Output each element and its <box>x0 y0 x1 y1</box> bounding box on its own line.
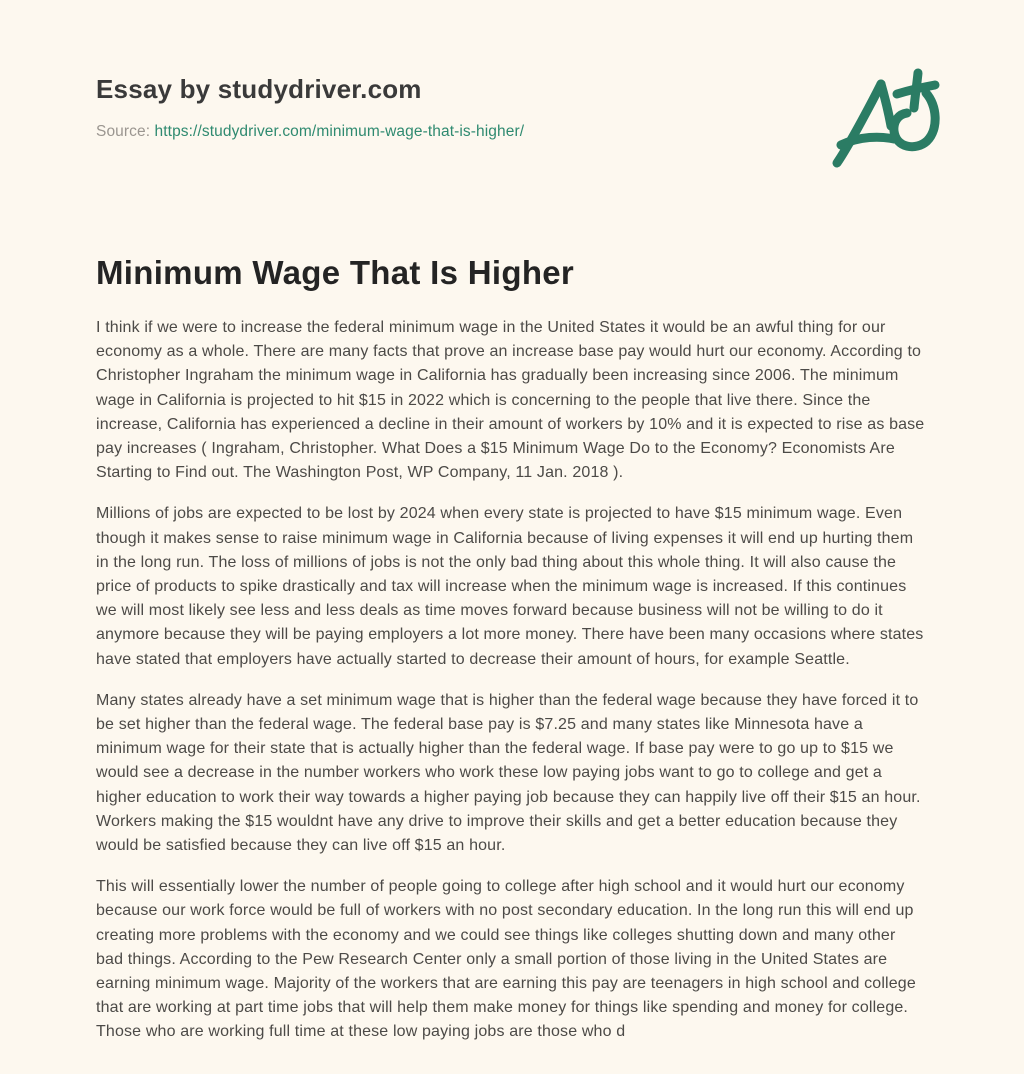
source-link[interactable]: https://studydriver.com/minimum-wage-that-is-higher/ <box>154 123 525 140</box>
essay-paragraph: Millions of jobs are expected to be lost by 2024 when every state is projected to have $15 minimum wage. Even though it makes sense to raise minimum wage in California because of living expenses it will end up hurting them in the long run. The loss of millions of jobs is not the only bad thing about this whole thing. It will also cause the price of products to spike drastically and tax will increase when the minimum wage is increased. If this continues we will most likely see less and less deals as time moves forward because business will not be willing to do it anymore because they will be paying employers a lot more money. There have been many occasions where states have stated that employers have actually started to decrease their amount of hours, for example Seattle. <box>96 505 924 668</box>
essay-body <box>96 316 926 1062</box>
source-line <box>96 123 524 141</box>
a-plus-logo-icon <box>828 66 948 170</box>
source-label: Source: <box>96 123 151 140</box>
a-plus-logo-strokes <box>837 73 935 163</box>
essay-paragraph: Many states already have a set minimum wage that is higher than the federal wage because they have forced it to be set higher than the federal wage. The federal base pay is $7.25 and many states like Minnesota have a minimum wage for their state that is actually higher than the federal wage. If base pay were to go up to $15 we would see a decrease in the number workers who work these low paying jobs want to go to college and get a higher education to work their way towards a higher paying job because they can happily live off their $15 an hour. Workers making the $15 wouldnt have any drive to improve their skills and get a better education because they would be satisfied because they can live off $15 an hour. <box>96 691 921 855</box>
page-title: Minimum Wage That Is Higher <box>96 254 575 291</box>
essay-paragraph: I think if we were to increase the federal minimum wage in the United States it would be an awful thing for our economy as a whole. There are many facts that prove an increase base pay would hurt our economy. According to Christopher Ingraham the minimum wage in California has gradually been increasing since 2006. The minimum wage in California is projected to hit $15 in 2022 which is concerning to the people that live there. Since the increase, California has experienced a decline in their amount of workers by 10% and it is expected to rise as base pay increases ( Ingraham, Christopher. What Does a $15 Minimum Wage Do to the Economy? Economists Are Starting to Find out. The Washington Post, WP Company, 11 Jan. 2018 ). <box>96 319 925 482</box>
essay-paragraph: This will essentially lower the number of people going to college after high school and it would hurt our economy because our work force would be full of workers with no post secondary education. In the long run this will end up creating more problems with the economy and we could see things like colleges shutting down and many other bad things. According to the Pew Research Center only a small portion of those living in the United States are earning minimum wage. Majority of the workers that are earning this pay are teenagers in high school and college that are working at part time jobs that will help them make money for things like spending and money for college. Those who are working full time at these low paying jobs are those who d <box>96 878 916 1041</box>
essay-byline: Essay by studydriver.com <box>96 74 422 104</box>
